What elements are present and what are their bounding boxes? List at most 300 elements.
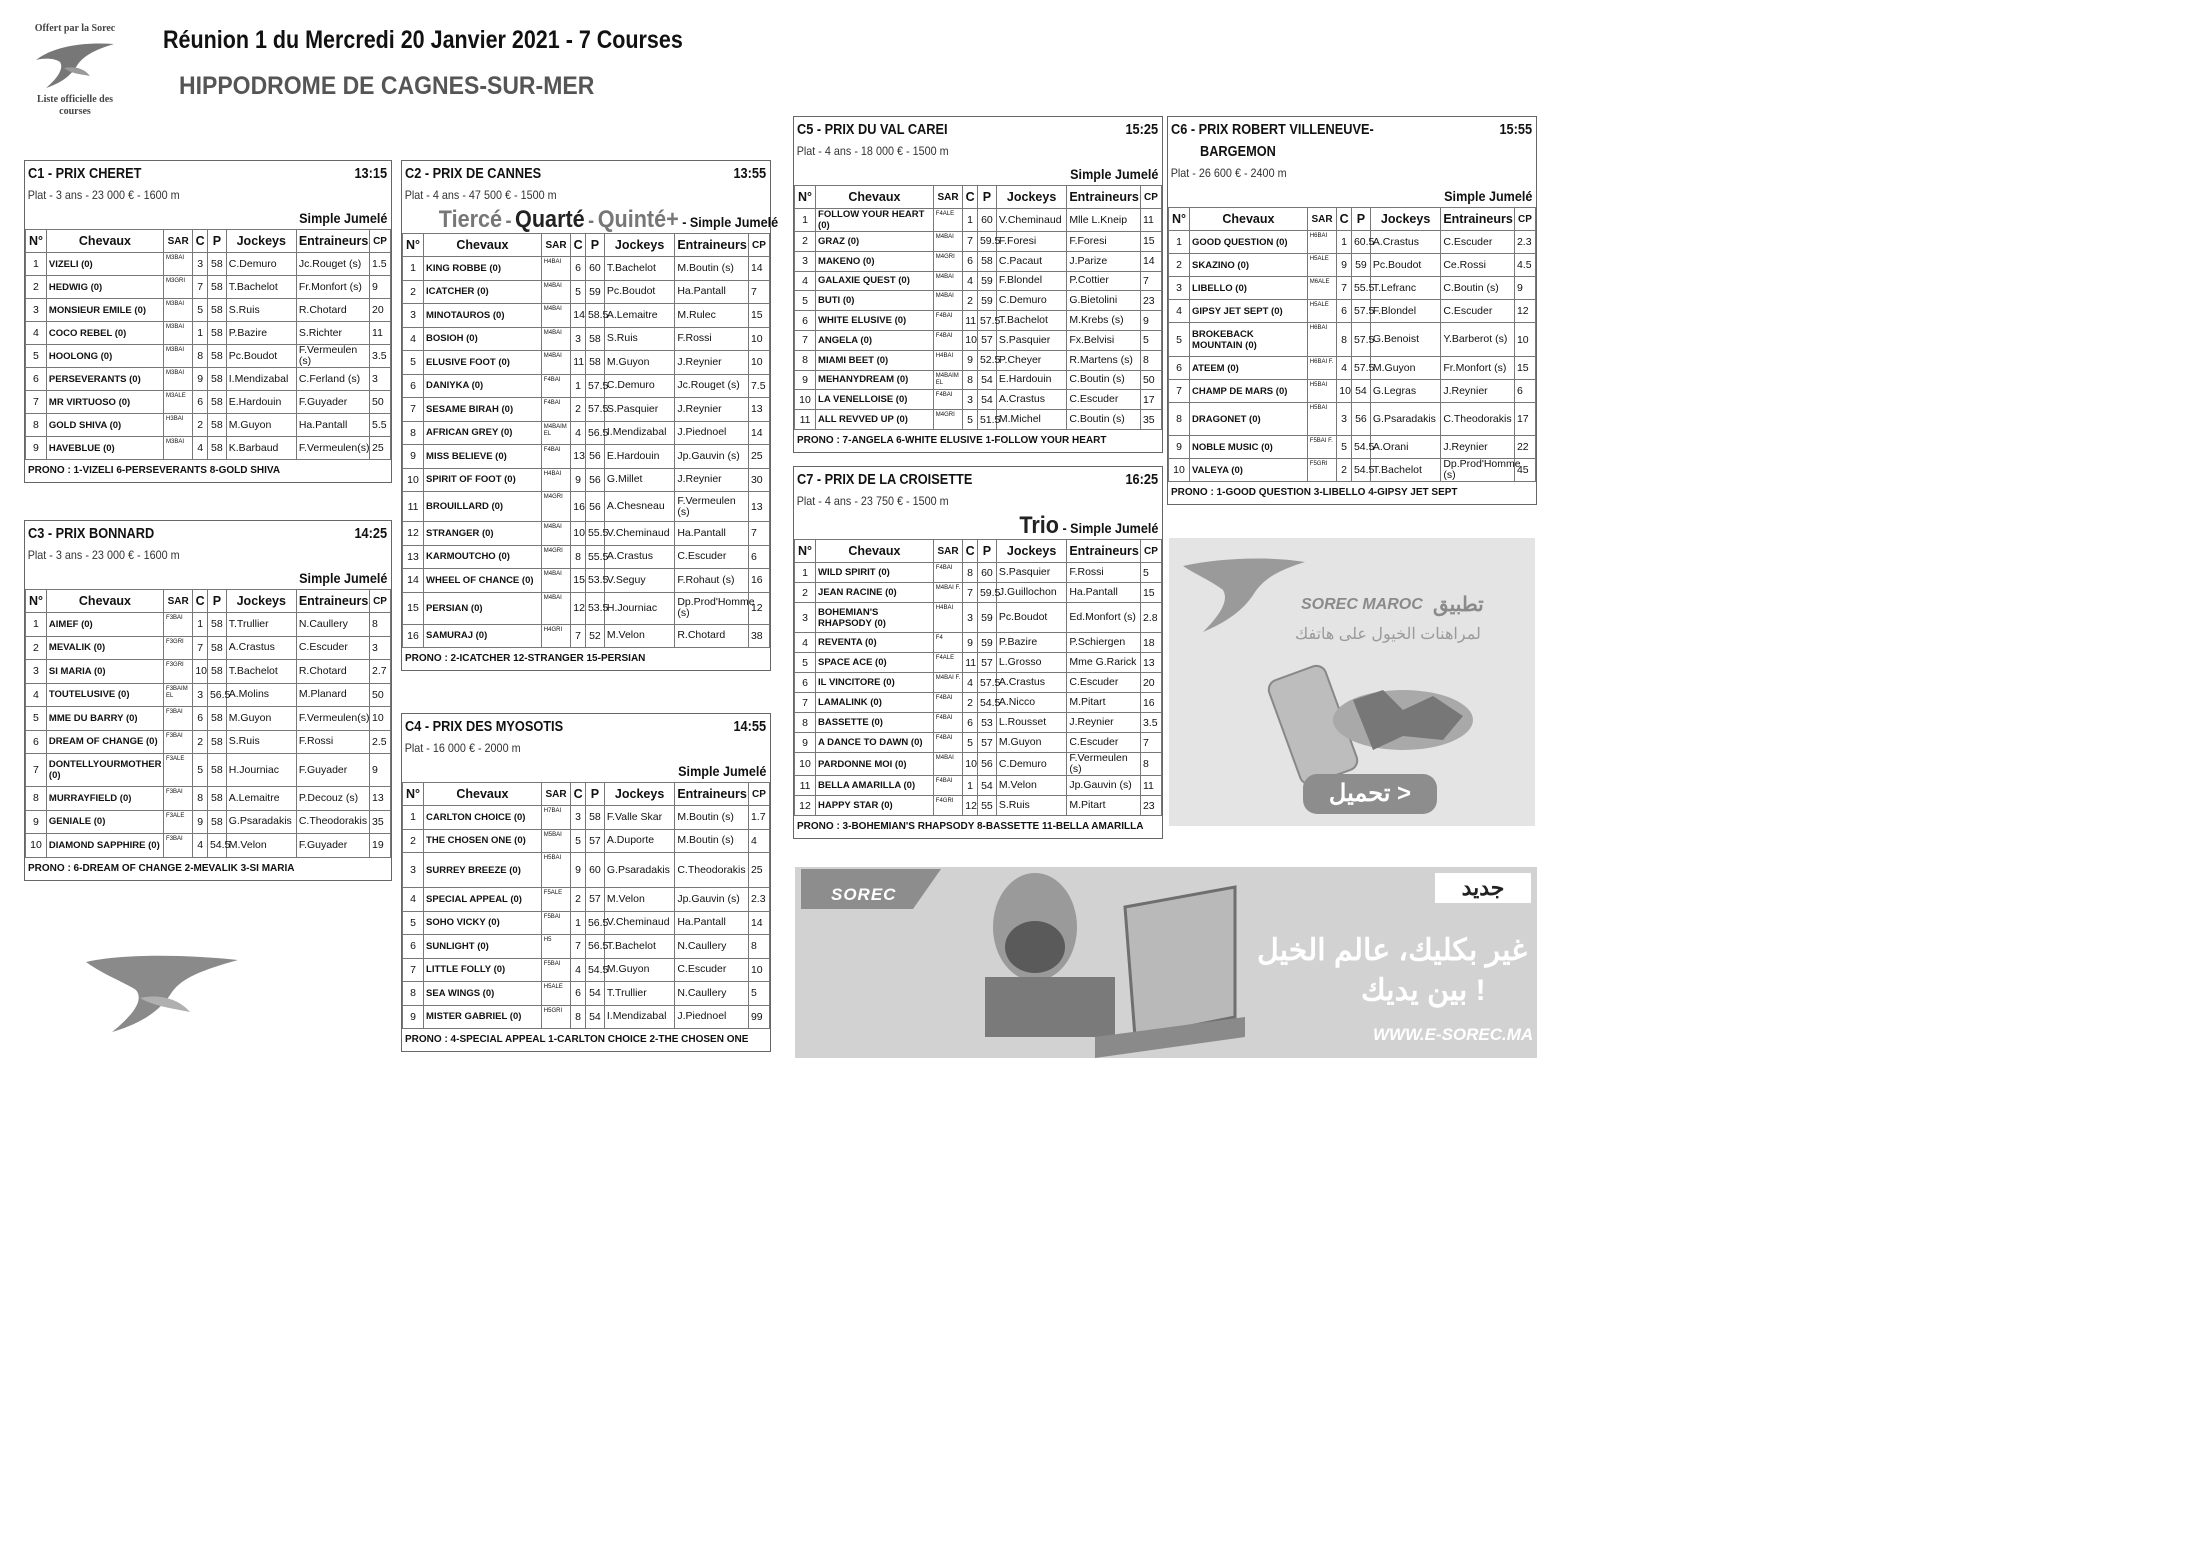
runner-trainer: M.Boutin (s) [675,257,749,281]
runner-num: 7 [795,330,816,350]
runner-jockey: A.Crastus [226,636,296,660]
runner-c: 3 [193,253,208,276]
runner-jockey: F.Foresi [996,232,1066,252]
runner-trainer: F.Vermeulen(s) [296,707,369,731]
man-laptop-icon [945,867,1245,1058]
runner-sar: F4 [933,633,962,653]
runner-p: 58 [207,391,226,414]
runner-num: 4 [26,322,47,345]
runner-row [26,707,391,731]
race-conditions: Plat - 26 600 € - 2400 m [1170,166,1287,180]
runner-p: 58 [207,322,226,345]
runner-horse: BOHEMIAN'S RHAPSODY (0) [816,603,934,633]
race-prono: PRONO : 1-VIZELI 6-PERSEVERANTS 8-GOLD SHIVA [28,465,281,476]
runner-cp: 5 [1140,563,1161,583]
runner-p: 56 [977,753,996,776]
runner-trainer: J.Piednoel [675,421,749,445]
runner-horse: BELLA AMARILLA (0) [816,776,934,796]
runner-cp: 8 [370,613,391,637]
runner-horse: A DANCE TO DAWN (0) [816,733,934,753]
runner-num: 5 [26,707,47,731]
runner-trainer: J.Piednoel [675,1005,749,1029]
runner-p: 51.5 [977,410,996,430]
runner-jockey: M.Velon [604,888,674,912]
column-header-sar: SAR [164,230,193,253]
runner-p: 54.5 [1351,436,1370,459]
runner-p: 52 [585,624,604,648]
runner-sar: M3BAI [164,368,193,391]
runner-trainer: Ha.Pantall [675,522,749,546]
runner-row [26,683,391,707]
runner-p: 55.5 [585,545,604,569]
runner-trainer: Dp.Prod'Homme (s) [675,592,749,624]
runner-cp: 50 [370,683,391,707]
runner-cp: 99 [748,1005,769,1029]
runner-jockey: A.Lemaitre [226,787,296,811]
runner-horse: MONSIEUR EMILE (0) [46,299,163,322]
runner-num: 3 [795,603,816,633]
runner-horse: ATEEM (0) [1190,357,1308,380]
logo-top-text: Offert par la Sorec [34,23,116,34]
runner-cp: 4 [748,829,769,853]
runner-horse: HOOLONG (0) [46,345,163,368]
runner-jockey: H.Journiac [226,754,296,787]
runner-row [26,276,391,299]
column-header-cp: CP [748,234,769,257]
column-header-jockey: Jockeys [226,230,296,253]
runner-c: 1 [571,374,586,398]
runner-cp: 13 [370,787,391,811]
ad2-arabic-line2: بين يديك ! [1361,974,1486,1007]
runner-num: 4 [795,633,816,653]
runner-p: 60 [585,257,604,281]
runner-num: 2 [26,276,47,299]
runner-sar: F3GRI [164,636,193,660]
runner-horse: TOUTELUSIVE (0) [46,683,163,707]
runner-p: 57.5 [1351,300,1370,323]
runner-horse: SURREY BREEZE (0) [424,853,542,888]
runner-p: 58 [207,345,226,368]
runner-num: 5 [795,291,816,311]
runner-row [403,982,770,1006]
column-header-trainer: Entraineurs [675,783,749,806]
column-header-horse: Chevaux [46,590,163,613]
runner-trainer: Fx.Belvisi [1067,330,1141,350]
runner-jockey: P.Cheyer [996,350,1066,370]
horse-logo-icon [34,38,116,96]
runner-trainer: Ce.Rossi [1441,254,1515,277]
runner-jockey: M.Velon [604,624,674,648]
runner-c: 3 [963,603,978,633]
runner-trainer: M.Pitart [1067,693,1141,713]
runner-p: 57.5 [977,311,996,331]
column-header-c: C [963,540,978,563]
runner-cp: 35 [370,810,391,834]
runner-jockey: M.Guyon [604,351,674,375]
column-header-num: N° [1169,208,1190,231]
runner-cp: 12 [1514,300,1535,323]
runner-p: 57 [977,330,996,350]
runner-trainer: C.Ferland (s) [296,368,369,391]
runner-row [795,603,1162,633]
runner-c: 6 [193,707,208,731]
runner-horse: STRANGER (0) [424,522,542,546]
runner-cp: 4.5 [1514,254,1535,277]
bet-type-part: - Simple Jumelé [682,214,779,230]
runner-num: 2 [26,636,47,660]
runner-p: 52.5 [977,350,996,370]
runner-horse: GOOD QUESTION (0) [1190,231,1308,254]
race-bet-types: Simple Jumelé [678,763,767,779]
runner-p: 58 [207,437,226,460]
column-header-cp: CP [1140,186,1161,209]
runner-row [26,391,391,414]
runner-num: 8 [26,414,47,437]
runner-c: 10 [193,660,208,684]
runner-c: 7 [1337,277,1352,300]
runner-p: 59 [977,633,996,653]
column-header-c: C [193,590,208,613]
column-header-c: C [193,230,208,253]
runner-num: 5 [795,653,816,673]
race-card-c3 [24,520,392,881]
runner-horse: LAMALINK (0) [816,693,934,713]
runner-num: 3 [26,299,47,322]
runner-horse: ICATCHER (0) [424,280,542,304]
runner-c: 8 [193,787,208,811]
runner-horse: FOLLOW YOUR HEART (0) [816,209,934,232]
runner-row [26,754,391,787]
runner-cp: 2.8 [1140,603,1161,633]
column-header-p: P [1351,208,1370,231]
runner-cp: 10 [370,707,391,731]
runner-trainer: F.Guyader [296,754,369,787]
runner-num: 7 [795,693,816,713]
runner-sar: H7BAI [541,806,570,830]
runner-sar: H5ALE [1307,300,1336,323]
race-name: C5 - PRIX DU VAL CAREI [797,122,948,138]
runner-jockey: P.Bazire [996,633,1066,653]
runner-sar: F3BAIM EL [164,683,193,707]
runner-c: 7 [193,636,208,660]
runner-jockey: G.Benoist [1370,323,1440,357]
column-header-trainer: Entraineurs [675,234,749,257]
runner-jockey: T.Bachelot [1370,459,1440,482]
runner-cp: 23 [1140,796,1161,816]
runner-jockey: T.Bachelot [226,276,296,299]
runner-jockey: I.Mendizabal [604,421,674,445]
runner-num: 8 [795,350,816,370]
page-subtitle: HIPPODROME DE CAGNES-SUR-MER [179,72,595,100]
runner-trainer: R.Chotard [296,299,369,322]
runner-jockey: C.Pacaut [996,251,1066,271]
runner-row [403,545,770,569]
race-time: 15:55 [1499,122,1532,138]
runner-horse: AFRICAN GREY (0) [424,421,542,445]
column-header-jockey: Jockeys [996,540,1066,563]
runner-jockey: I.Mendizabal [226,368,296,391]
runner-cp: 7 [1140,733,1161,753]
runner-p: 57 [585,888,604,912]
runner-c: 8 [193,345,208,368]
runner-row [26,299,391,322]
runners-table [1168,207,1536,482]
runner-cp: 7.5 [748,374,769,398]
race-conditions: Plat - 4 ans - 23 750 € - 1500 m [796,494,949,508]
runner-num: 13 [403,545,424,569]
runner-trainer: Fr.Monfort (s) [296,276,369,299]
runner-sar: H3BAI [164,414,193,437]
runner-jockey: G.Psaradakis [604,853,674,888]
runner-cp: 17 [1140,390,1161,410]
runner-p: 56 [1351,403,1370,436]
runner-horse: MEHANYDREAM (0) [816,370,934,390]
runner-num: 1 [403,806,424,830]
runner-p: 57 [977,653,996,673]
race-name: C4 - PRIX DES MYOSOTIS [405,719,564,735]
runner-row [795,390,1162,410]
runner-p: 55.5 [585,522,604,546]
runner-jockey: A.Duporte [604,829,674,853]
runner-num: 10 [795,390,816,410]
runner-horse: MME DU BARRY (0) [46,707,163,731]
runner-horse: SPACE ACE (0) [816,653,934,673]
runner-num: 5 [403,911,424,935]
runner-p: 54 [1351,380,1370,403]
runner-c: 9 [193,810,208,834]
runner-p: 58 [207,253,226,276]
runner-p: 58 [207,636,226,660]
race-time: 13:15 [354,166,387,182]
bet-type-part: Quinté+ [597,206,679,233]
runner-trainer: C.Escuder [296,636,369,660]
runner-row [795,583,1162,603]
runner-row [26,322,391,345]
runner-c: 4 [1337,357,1352,380]
runner-c: 7 [571,935,586,959]
runner-cp: 25 [370,437,391,460]
runner-sar: M4GRI [933,410,962,430]
runner-p: 57.5 [977,673,996,693]
runner-horse: DREAM OF CHANGE (0) [46,730,163,754]
ad2-url-link[interactable]: WWW.E-SOREC.MA [1373,1025,1534,1044]
runner-cp: 50 [1140,370,1161,390]
runner-horse: SPIRIT OF FOOT (0) [424,468,542,492]
runner-trainer: F.Vermeulen (s) [296,345,369,368]
runner-p: 58 [585,327,604,351]
runner-sar: M3GRI [164,276,193,299]
runner-p: 54.5 [1351,459,1370,482]
sorec-app-ad[interactable] [1169,538,1535,826]
runner-horse: COCO REBEL (0) [46,322,163,345]
runner-horse: GALAXIE QUEST (0) [816,271,934,291]
runner-num: 11 [795,410,816,430]
runner-horse: CARLTON CHOICE (0) [424,806,542,830]
runner-c: 12 [963,796,978,816]
runner-cp: 9 [1140,311,1161,331]
runner-row [795,563,1162,583]
runner-num: 3 [403,304,424,328]
runner-sar: H6BAI F. [1307,357,1336,380]
race-prono: PRONO : 4-SPECIAL APPEAL 1-CARLTON CHOICE 2-THE CHOSEN ONE [405,1034,749,1045]
runner-jockey: T.Bachelot [604,935,674,959]
runner-sar: M4BAI [541,592,570,624]
ad1-download-button[interactable]: تحميل > [1303,774,1437,814]
runner-cp: 25 [748,853,769,888]
runner-trainer: C.Boutin (s) [1067,410,1141,430]
runner-row [26,636,391,660]
runner-cp: 3 [370,368,391,391]
runner-c: 2 [1337,459,1352,482]
runner-horse: HAPPY STAR (0) [816,796,934,816]
runner-c: 1 [193,613,208,637]
runner-jockey: V.Cheminaud [604,522,674,546]
runner-p: 59 [977,271,996,291]
runner-trainer: P.Cottier [1067,271,1141,291]
runner-trainer: C.Boutin (s) [1067,370,1141,390]
runner-jockey: A.Crastus [996,390,1066,410]
runner-sar: F4BAI [541,398,570,422]
runner-c: 4 [963,271,978,291]
runner-jockey: S.Ruis [226,299,296,322]
runner-num: 1 [795,209,816,232]
race-prono: PRONO : 6-DREAM OF CHANGE 2-MEVALIK 3-SI MARIA [28,862,295,874]
runner-cp: 15 [1514,357,1535,380]
column-header-cp: CP [1514,208,1535,231]
runner-horse: MURRAYFIELD (0) [46,787,163,811]
runner-cp: 15 [748,304,769,328]
runner-sar: M4GRI [933,251,962,271]
runner-num: 1 [403,257,424,281]
runner-c: 5 [193,299,208,322]
runner-jockey: I.Mendizabal [604,1005,674,1029]
runner-trainer: J.Reynier [1067,713,1141,733]
runner-sar: F3ALE [164,810,193,834]
runner-trainer: Ha.Pantall [296,414,369,437]
runner-trainer: F.Vermeulen(s) [296,437,369,460]
runner-p: 59.5 [977,583,996,603]
runner-sar: H6BAI [1307,323,1336,357]
runner-p: 55.5 [1351,277,1370,300]
bet-type-part: Tiercé [438,206,503,233]
runner-c: 1 [963,776,978,796]
runner-num: 5 [403,351,424,375]
runner-sar: F4BAI [541,445,570,469]
race-conditions: Plat - 4 ans - 47 500 € - 1500 m [404,188,557,202]
column-header-cp: CP [370,590,391,613]
runner-c: 7 [963,583,978,603]
runner-sar: M5BAI [541,829,570,853]
column-header-num: N° [795,540,816,563]
runner-sar: M4BAI [933,291,962,311]
column-header-jockey: Jockeys [226,590,296,613]
bet-type-part: - [588,210,595,232]
runner-num: 4 [26,683,47,707]
runner-p: 54 [977,390,996,410]
runner-horse: GOLD SHIVA (0) [46,414,163,437]
runner-trainer: P.Schiergen [1067,633,1141,653]
runner-horse: GIPSY JET SEPT (0) [1190,300,1308,323]
runner-horse: SKAZINO (0) [1190,254,1308,277]
runner-jockey: A.Crastus [1370,231,1440,254]
runner-horse: IL VINCITORE (0) [816,673,934,693]
runner-sar: M3BAI [164,322,193,345]
runner-row [795,251,1162,271]
runner-num: 15 [403,592,424,624]
e-sorec-ad[interactable] [795,867,1537,1058]
runner-num: 9 [1169,436,1190,459]
runner-num: 4 [403,888,424,912]
column-header-num: N° [26,230,47,253]
runner-trainer: J.Reynier [675,351,749,375]
column-header-sar: SAR [164,590,193,613]
runner-num: 1 [26,253,47,276]
runner-row [795,653,1162,673]
runner-trainer: G.Bietolini [1067,291,1141,311]
runner-sar: F5BAI [541,958,570,982]
runner-cp: 5 [748,982,769,1006]
page-title: Réunion 1 du Mercredi 20 Janvier 2021 - 7 Courses [163,26,683,54]
runners-table [794,185,1162,430]
runner-p: 59.5 [977,232,996,252]
runner-row [795,733,1162,753]
runner-p: 58 [207,730,226,754]
runner-horse: WHITE ELUSIVE (0) [816,311,934,331]
runner-cp: 11 [1140,776,1161,796]
runner-num: 6 [26,730,47,754]
runner-c: 7 [571,624,586,648]
runner-trainer: C.Escuder [1067,733,1141,753]
runner-num: 8 [403,421,424,445]
runner-sar: F3BAI [164,834,193,858]
race-bet-types [831,513,1162,539]
column-header-c: C [1337,208,1352,231]
runner-c: 8 [571,545,586,569]
runner-horse: ALL REVVED UP (0) [816,410,934,430]
runner-trainer: R.Chotard [296,660,369,684]
runner-sar: F3BAI [164,730,193,754]
runner-num: 6 [1169,357,1190,380]
runner-sar: F4BAI [933,713,962,733]
runner-sar: H5BAI [541,853,570,888]
runner-trainer: F.Rossi [675,327,749,351]
runner-sar: F4GRI [933,796,962,816]
runner-horse: SOHO VICKY (0) [424,911,542,935]
runner-cp: 20 [370,299,391,322]
runner-jockey: Pc.Boudot [1370,254,1440,277]
runner-row [1169,300,1536,323]
runner-horse: LIBELLO (0) [1190,277,1308,300]
runner-horse: MISS BELIEVE (0) [424,445,542,469]
runner-p: 58 [207,276,226,299]
runner-cp: 16 [1140,693,1161,713]
runner-c: 1 [1337,231,1352,254]
runner-cp: 25 [748,445,769,469]
runner-c: 4 [193,437,208,460]
race-card-c7 [793,466,1163,839]
runner-horse: CHAMP DE MARS (0) [1190,380,1308,403]
runner-c: 5 [571,280,586,304]
runner-horse: WILD SPIRIT (0) [816,563,934,583]
runner-jockey: Pc.Boudot [996,603,1066,633]
ad1-arabic-title: تطبيق [1433,594,1484,616]
runner-sar: M4BAI F. [933,583,962,603]
runner-p: 54.5 [207,834,226,858]
runner-horse: GENIALE (0) [46,810,163,834]
runner-trainer: F.Guyader [296,391,369,414]
runner-jockey: E.Hardouin [226,391,296,414]
runner-trainer: Dp.Prod'Homme (s) [1441,459,1515,482]
